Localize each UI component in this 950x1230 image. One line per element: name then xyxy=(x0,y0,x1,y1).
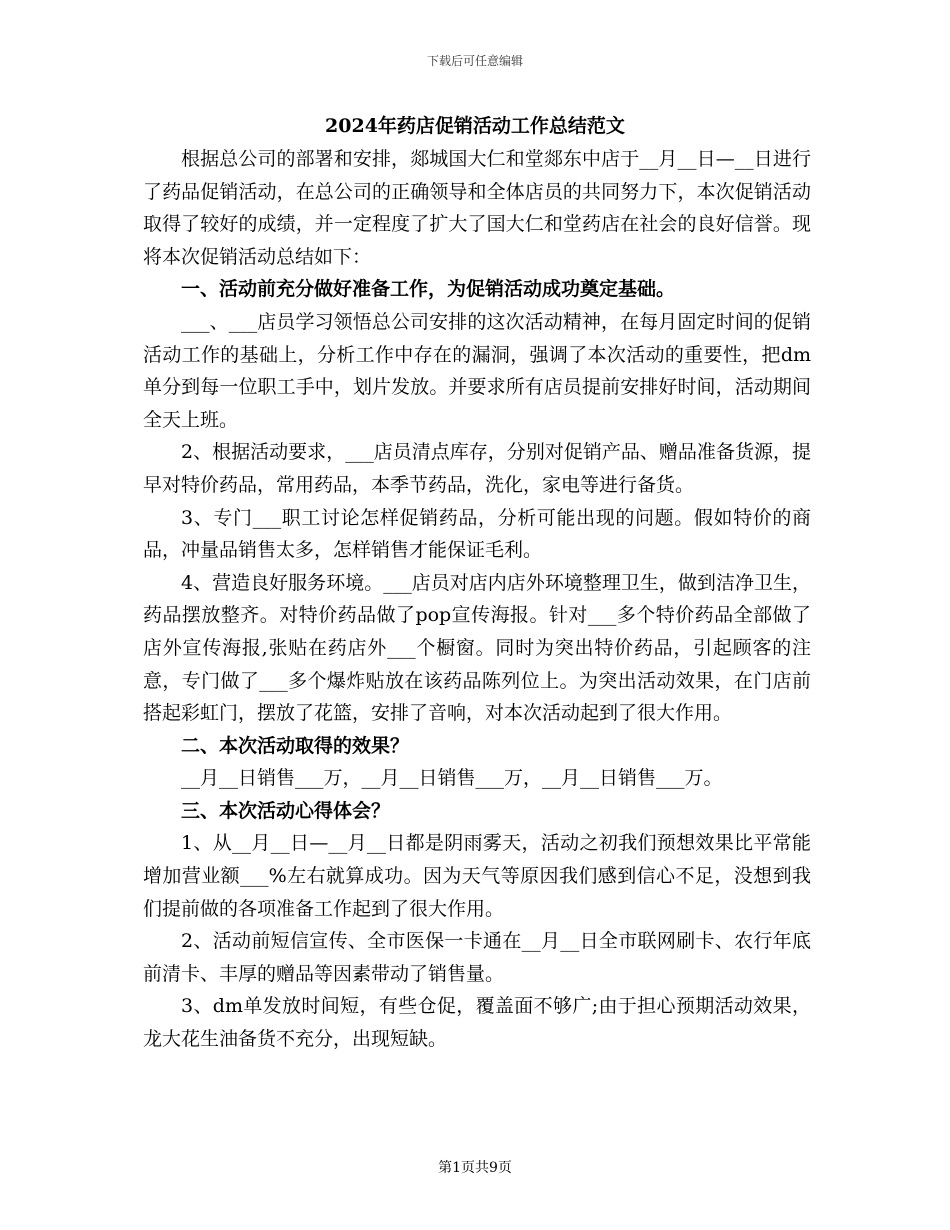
section-heading-3: 三、本次活动心得体会？ xyxy=(181,799,391,822)
body-paragraph: 4、营造良好服务环境。___店员对店内店外环境整理卫生，做到洁净卫生，药品摆放整齐。对特价药品做了pop宣传海报。针对___多个特价药品全部做了店外宣传海报,张贴在药店外___个橱窗。同时为突出特价药品，引起顾客的注意，专门做了___多个爆炸贴放在该药品陈列位上。为突出活动效果，在门店前搭起彩虹门，摆放了花篮，安排了音响，对本次活动起到了很大作用。 xyxy=(143,571,811,725)
body-paragraph: 1、从__月__日—__月__日都是阴雨雾天，活动之初我们预想效果比平常能增加营业额___%左右就算成功。因为天气等原因我们感到信心不足，没想到我们提前做的各项准备工作起到了很大作用。 xyxy=(143,832,811,920)
body-paragraph: 2、根据活动要求，___店员清点库存，分别对促销产品、赠品准备货源，提早对特价药品，常用药品，本季节药品，洗化，家电等进行备货。 xyxy=(143,441,811,496)
body-paragraph: __月__日销售___万，__月__日销售___万，__月__日销售___万。 xyxy=(181,767,723,790)
intro-paragraph: 根据总公司的部署和安排，郯城国大仁和堂郯东中店于__月__日—__日进行了药品促销活动，在总公司的正确领导和全体店员的共同努力下，本次促销活动取得了较好的成绩，并一定程度了扩大了国大仁和堂药店在社会的良好信誉。现将本次促销活动总结如下： xyxy=(143,148,811,268)
body-paragraph: ___、___店员学习领悟总公司安排的这次活动精神，在每月固定时间的促销活动工作的基础上，分析工作中存在的漏洞，强调了本次活动的重要性，把dm单分到每一位职工手中，划片发放。并要求所有店员提前安排好时间，活动期间全天上班。 xyxy=(143,310,811,431)
body-paragraph: 3、dm单发放时间短，有些仓促，覆盖面不够广;由于担心预期活动效果，龙大花生油备货不充分，出现短缺。 xyxy=(143,995,811,1051)
section-heading-1: 一、活动前充分做好准备工作，为促销活动成功奠定基础。 xyxy=(181,278,676,301)
document-title: 2024年药店促销活动工作总结范文 xyxy=(325,115,625,137)
body-paragraph: 2、活动前短信宣传、全市医保一卡通在__月__日全市联网刷卡、农行年底前清卡、丰厚的赠品等因素带动了销售量。 xyxy=(143,930,811,985)
section-heading-2: 二、本次活动取得的效果？ xyxy=(181,734,410,757)
page-header: 下载后可任意编辑 xyxy=(426,54,523,68)
page-footer: 第1页共9页 xyxy=(438,1160,512,1176)
document-body xyxy=(143,143,811,1056)
body-paragraph: 3、专门___职工讨论怎样促销药品，分析可能出现的问题。假如特价的商品，冲量品销售太多，怎样销售才能保证毛利。 xyxy=(143,506,811,562)
